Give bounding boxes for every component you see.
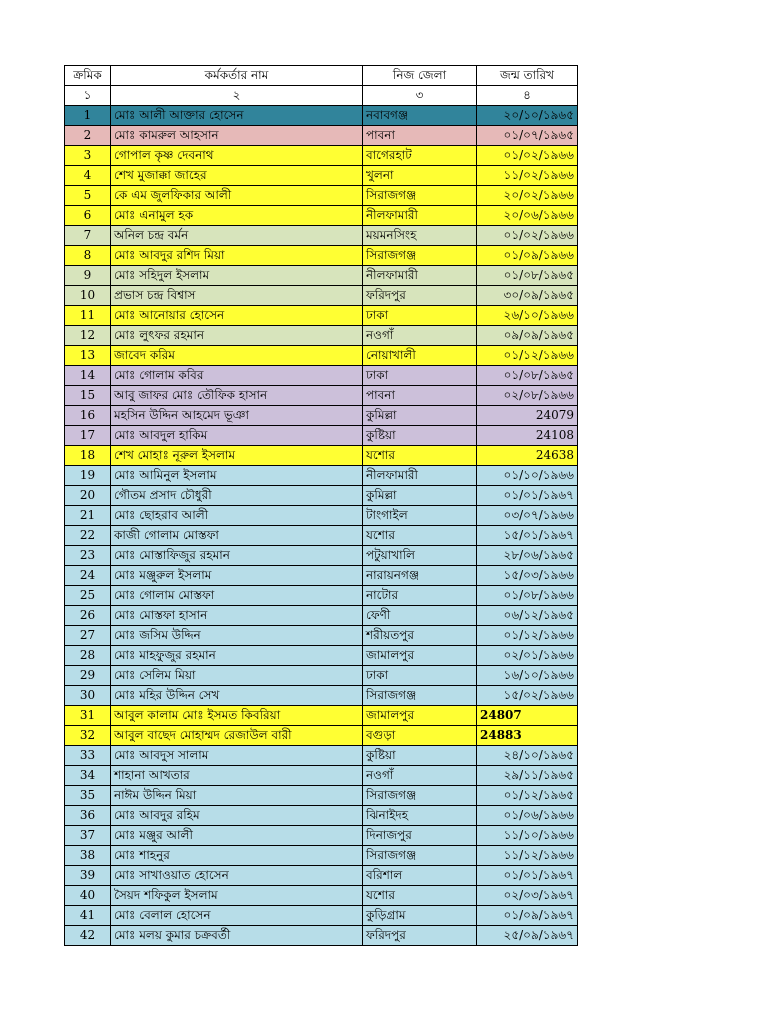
birth-date-cell[interactable]: ০৬/১২/১৯৬৫	[477, 606, 578, 626]
table-row	[65, 726, 578, 746]
table-row	[65, 746, 578, 766]
table-row	[65, 366, 578, 386]
serial-cell[interactable]: 16	[65, 406, 111, 426]
header-row	[65, 66, 578, 86]
serial-cell[interactable]: 40	[65, 886, 111, 906]
name-cell[interactable]: মোঃ মঞ্জুরুল ইসলাম	[111, 566, 363, 586]
district-cell[interactable]: ঝিনাইদহ	[363, 806, 477, 826]
district-cell[interactable]: যশোর	[363, 886, 477, 906]
district-cell[interactable]: পাবনা	[363, 126, 477, 146]
birth-date-cell[interactable]: ০১/০২/১৯৬৬	[477, 226, 578, 246]
table-row	[65, 166, 578, 186]
name-cell[interactable]: কে এম জুলফিকার আলী	[111, 186, 363, 206]
serial-cell[interactable]: 14	[65, 366, 111, 386]
district-cell[interactable]: জামালপুর	[363, 646, 477, 666]
header-officer-name[interactable]: কর্মকর্তার নাম	[111, 66, 363, 86]
birth-date-cell[interactable]: ১৬/১০/১৯৬৬	[477, 666, 578, 686]
birth-date-cell[interactable]: ০৯/০৯/১৯৬৫	[477, 326, 578, 346]
birth-date-cell[interactable]: ০১/০৯/১৯৬৭	[477, 906, 578, 926]
name-cell[interactable]: নাঈম উদ্দিন মিয়া	[111, 786, 363, 806]
district-cell[interactable]: কুড়িগ্রাম	[363, 906, 477, 926]
table-row	[65, 526, 578, 546]
name-cell[interactable]: শাহানা আখতার	[111, 766, 363, 786]
birth-date-cell[interactable]: ০১/০৮/১৯৬৬	[477, 586, 578, 606]
district-cell[interactable]: টাংগাইল	[363, 506, 477, 526]
district-cell[interactable]: নারায়নগঞ্জ	[363, 566, 477, 586]
district-cell[interactable]: যশোর	[363, 526, 477, 546]
header-number-row	[65, 86, 578, 106]
table-row	[65, 546, 578, 566]
serial-cell[interactable]: 10	[65, 286, 111, 306]
table-row	[65, 606, 578, 626]
table-row	[65, 926, 578, 946]
table-row	[65, 486, 578, 506]
name-cell[interactable]: মোঃ সেলিম মিয়া	[111, 666, 363, 686]
name-cell[interactable]: মোঃ মলয় কুমার চক্রবর্তী	[111, 926, 363, 946]
serial-cell[interactable]: 6	[65, 206, 111, 226]
name-cell[interactable]: মোঃ আবদুল হাকিম	[111, 426, 363, 446]
table-row	[65, 106, 578, 126]
birth-date-cell[interactable]: ০১/১২/১৯৬৫	[477, 786, 578, 806]
district-cell[interactable]: ফেণী	[363, 606, 477, 626]
name-cell[interactable]: অনিল চন্দ্র বর্মন	[111, 226, 363, 246]
table-row	[65, 306, 578, 326]
serial-cell[interactable]: 24	[65, 566, 111, 586]
serial-cell[interactable]: 21	[65, 506, 111, 526]
table-row	[65, 846, 578, 866]
name-cell[interactable]: আবুল বাছেদ মোহাম্মদ রেজাউল বারী	[111, 726, 363, 746]
birth-date-cell[interactable]: ১১/১২/১৯৬৬	[477, 846, 578, 866]
name-cell[interactable]: মোঃ মহির উদ্দিন সেখ	[111, 686, 363, 706]
table-row	[65, 126, 578, 146]
serial-cell[interactable]: 7	[65, 226, 111, 246]
name-cell[interactable]: মোঃ জসিম উদ্দিন	[111, 626, 363, 646]
name-cell[interactable]: মোঃ আবদুর রহিম	[111, 806, 363, 826]
district-cell[interactable]: কুমিল্লা	[363, 486, 477, 506]
name-cell[interactable]: মোঃ মঞ্জুর আলী	[111, 826, 363, 846]
name-cell[interactable]: মোঃ লুৎফর রহমান	[111, 326, 363, 346]
district-cell[interactable]: নীলফামারী	[363, 466, 477, 486]
birth-date-cell[interactable]: ২৫/০৯/১৯৬৭	[477, 926, 578, 946]
name-cell[interactable]: মোঃ মোস্তফা হাসান	[111, 606, 363, 626]
serial-cell[interactable]: 25	[65, 586, 111, 606]
header-number-2[interactable]: ২	[111, 86, 363, 106]
birth-date-cell[interactable]: ২৮/০৬/১৯৬৫	[477, 546, 578, 566]
header-birth-date[interactable]: জন্ম তারিখ	[477, 66, 578, 86]
name-cell[interactable]: মোঃ আবদুস সালাম	[111, 746, 363, 766]
birth-date-cell[interactable]: ০১/০৮/১৯৬৫	[477, 366, 578, 386]
table-row	[65, 886, 578, 906]
header-serial[interactable]: ক্রমিক	[65, 66, 111, 86]
name-cell[interactable]: মোঃ শাহনুর	[111, 846, 363, 866]
district-cell[interactable]: জামালপুর	[363, 706, 477, 726]
birth-date-cell[interactable]: ১৫/০১/১৯৬৭	[477, 526, 578, 546]
table-row	[65, 686, 578, 706]
serial-cell[interactable]: 8	[65, 246, 111, 266]
district-cell[interactable]: কুষ্টিয়া	[363, 746, 477, 766]
birth-date-cell[interactable]: 24807	[477, 706, 578, 726]
table-row	[65, 346, 578, 366]
birth-date-cell[interactable]: 24638	[477, 446, 578, 466]
officer-list-table	[64, 65, 578, 946]
table-row	[65, 506, 578, 526]
birth-date-cell[interactable]: ২৪/১০/১৯৬৫	[477, 746, 578, 766]
district-cell[interactable]: ময়মনসিংহ	[363, 226, 477, 246]
header-number-4[interactable]: ৪	[477, 86, 578, 106]
serial-cell[interactable]: 13	[65, 346, 111, 366]
serial-cell[interactable]: 20	[65, 486, 111, 506]
name-cell[interactable]: গৌতম প্রসাদ চৌধুরী	[111, 486, 363, 506]
district-cell[interactable]: সিরাজগঞ্জ	[363, 846, 477, 866]
district-cell[interactable]: পটুয়াখালি	[363, 546, 477, 566]
birth-date-cell[interactable]: ১৫/০২/১৯৬৬	[477, 686, 578, 706]
table-row	[65, 246, 578, 266]
serial-cell[interactable]: 15	[65, 386, 111, 406]
serial-cell[interactable]: 23	[65, 546, 111, 566]
header-number-3[interactable]: ৩	[363, 86, 477, 106]
birth-date-cell[interactable]: ০৩/০৭/১৯৬৬	[477, 506, 578, 526]
district-cell[interactable]: সিরাজগঞ্জ	[363, 786, 477, 806]
district-cell[interactable]: নীলফামারী	[363, 206, 477, 226]
header-number-1[interactable]: ১	[65, 86, 111, 106]
name-cell[interactable]: প্রভাস চন্দ্র বিশ্বাস	[111, 286, 363, 306]
district-cell[interactable]: নীলফামারী	[363, 266, 477, 286]
table-row	[65, 466, 578, 486]
table-row	[65, 766, 578, 786]
serial-cell[interactable]: 22	[65, 526, 111, 546]
name-cell[interactable]: জাবেদ করিম	[111, 346, 363, 366]
district-cell[interactable]: নওগাঁ	[363, 766, 477, 786]
header-home-district[interactable]: নিজ জেলা	[363, 66, 477, 86]
name-cell[interactable]: গোপাল কৃষ্ণ দেবনাথ	[111, 146, 363, 166]
birth-date-cell[interactable]: ০২/০৩/১৯৬৭	[477, 886, 578, 906]
birth-date-cell[interactable]: ২০/০৬/১৯৬৬	[477, 206, 578, 226]
birth-date-cell[interactable]: ০১/১২/১৯৬৬	[477, 346, 578, 366]
table-row	[65, 566, 578, 586]
table-row	[65, 666, 578, 686]
district-cell[interactable]: বগুড়া	[363, 726, 477, 746]
table-row	[65, 286, 578, 306]
serial-cell[interactable]: 41	[65, 906, 111, 926]
district-cell[interactable]: পাবনা	[363, 386, 477, 406]
birth-date-cell[interactable]: ৩০/০৯/১৯৬৫	[477, 286, 578, 306]
district-cell[interactable]: সিরাজগঞ্জ	[363, 186, 477, 206]
serial-cell[interactable]: 19	[65, 466, 111, 486]
birth-date-cell[interactable]: ২০/১০/১৯৬৫	[477, 106, 578, 126]
name-cell[interactable]: শেখ মোহাঃ নূরুল ইসলাম	[111, 446, 363, 466]
birth-date-cell[interactable]: ১১/১০/১৯৬৬	[477, 826, 578, 846]
district-cell[interactable]: নবাবগঞ্জ	[363, 106, 477, 126]
serial-cell[interactable]: 26	[65, 606, 111, 626]
district-cell[interactable]: কুষ্টিয়া	[363, 426, 477, 446]
district-cell[interactable]: ফরিদপুর	[363, 926, 477, 946]
district-cell[interactable]: ঢাকা	[363, 366, 477, 386]
name-cell[interactable]: মোঃ কামরুল আহসান	[111, 126, 363, 146]
table-row	[65, 326, 578, 346]
name-cell[interactable]: মোঃ ছোহরাব আলী	[111, 506, 363, 526]
table-row	[65, 786, 578, 806]
serial-cell[interactable]: 30	[65, 686, 111, 706]
district-cell[interactable]: বাগেরহাট	[363, 146, 477, 166]
serial-cell[interactable]: 31	[65, 706, 111, 726]
name-cell[interactable]: আবুল কালাম মোঃ ইসমত কিবরিয়া	[111, 706, 363, 726]
birth-date-cell[interactable]: 24079	[477, 406, 578, 426]
serial-cell[interactable]: 39	[65, 866, 111, 886]
serial-cell[interactable]: 28	[65, 646, 111, 666]
name-cell[interactable]: মোঃ সহিদুল ইসলাম	[111, 266, 363, 286]
birth-date-cell[interactable]: ১৫/০৩/১৯৬৬	[477, 566, 578, 586]
serial-cell[interactable]: 3	[65, 146, 111, 166]
serial-cell[interactable]: 33	[65, 746, 111, 766]
table-row	[65, 706, 578, 726]
table-row	[65, 586, 578, 606]
table-row	[65, 806, 578, 826]
name-cell[interactable]: মোঃ আনোয়ার হোসেন	[111, 306, 363, 326]
serial-cell[interactable]: 18	[65, 446, 111, 466]
name-cell[interactable]: সৈয়দ শফিকুল ইসলাম	[111, 886, 363, 906]
table-row	[65, 186, 578, 206]
table-row	[65, 146, 578, 166]
name-cell[interactable]: মোঃ গোলাম মোস্তফা	[111, 586, 363, 606]
district-cell[interactable]: সিরাজগঞ্জ	[363, 686, 477, 706]
serial-cell[interactable]: 5	[65, 186, 111, 206]
district-cell[interactable]: নোয়াখালী	[363, 346, 477, 366]
table-row	[65, 206, 578, 226]
serial-cell[interactable]: 1	[65, 106, 111, 126]
birth-date-cell[interactable]: ০১/১২/১৯৬৬	[477, 626, 578, 646]
name-cell[interactable]: মোঃ মোস্তাফিজুর রহমান	[111, 546, 363, 566]
table-row	[65, 626, 578, 646]
birth-date-cell[interactable]: 24108	[477, 426, 578, 446]
serial-cell[interactable]: 27	[65, 626, 111, 646]
name-cell[interactable]: মোঃ মাহফুজুর রহমান	[111, 646, 363, 666]
district-cell[interactable]: ফরিদপুর	[363, 286, 477, 306]
district-cell[interactable]: নওগাঁ	[363, 326, 477, 346]
table-row	[65, 386, 578, 406]
table-row	[65, 426, 578, 446]
birth-date-cell[interactable]: ০১/০৭/১৯৬৫	[477, 126, 578, 146]
birth-date-cell[interactable]: ০১/০৮/১৯৬৫	[477, 266, 578, 286]
birth-date-cell[interactable]: ০১/০৯/১৯৬৬	[477, 246, 578, 266]
table-row	[65, 646, 578, 666]
table-row	[65, 406, 578, 426]
serial-cell[interactable]: 12	[65, 326, 111, 346]
district-cell[interactable]: ঢাকা	[363, 306, 477, 326]
table-row	[65, 826, 578, 846]
district-cell[interactable]: দিনাজপুর	[363, 826, 477, 846]
name-cell[interactable]: মোঃ আমিনুল ইসলাম	[111, 466, 363, 486]
serial-cell[interactable]: 9	[65, 266, 111, 286]
serial-cell[interactable]: 32	[65, 726, 111, 746]
table-row	[65, 226, 578, 246]
name-cell[interactable]: আবু জাফর মোঃ তৌফিক হাসান	[111, 386, 363, 406]
name-cell[interactable]: মোঃ এনামুল হক	[111, 206, 363, 226]
name-cell[interactable]: মহসিন উদ্দিন আহমেদ ভূঞা	[111, 406, 363, 426]
table-row	[65, 906, 578, 926]
birth-date-cell[interactable]: ০১/০৬/১৯৬৬	[477, 806, 578, 826]
serial-cell[interactable]: 4	[65, 166, 111, 186]
birth-date-cell[interactable]: ০২/০৮/১৯৬৬	[477, 386, 578, 406]
name-cell[interactable]: মোঃ গোলাম কবির	[111, 366, 363, 386]
serial-cell[interactable]: 38	[65, 846, 111, 866]
birth-date-cell[interactable]: ০১/০১/১৯৬৭	[477, 486, 578, 506]
birth-date-cell[interactable]: ২০/০২/১৯৬৬	[477, 186, 578, 206]
name-cell[interactable]: মোঃ সাখাওয়াত হোসেন	[111, 866, 363, 886]
birth-date-cell[interactable]: ২৬/১০/১৯৬৬	[477, 306, 578, 326]
birth-date-cell[interactable]: ০১/০২/১৯৬৬	[477, 146, 578, 166]
district-cell[interactable]: খুলনা	[363, 166, 477, 186]
serial-cell[interactable]: 35	[65, 786, 111, 806]
birth-date-cell[interactable]: ০২/০১/১৯৬৬	[477, 646, 578, 666]
birth-date-cell[interactable]: 24883	[477, 726, 578, 746]
district-cell[interactable]: বরিশাল	[363, 866, 477, 886]
serial-cell[interactable]: 36	[65, 806, 111, 826]
birth-date-cell[interactable]: ২৯/১১/১৯৬৫	[477, 766, 578, 786]
table-body	[65, 66, 578, 946]
district-cell[interactable]: যশোর	[363, 446, 477, 466]
table-row	[65, 266, 578, 286]
serial-cell[interactable]: 37	[65, 826, 111, 846]
district-cell[interactable]: কুমিল্লা	[363, 406, 477, 426]
district-cell[interactable]: ঢাকা	[363, 666, 477, 686]
serial-cell[interactable]: 17	[65, 426, 111, 446]
district-cell[interactable]: সিরাজগঞ্জ	[363, 246, 477, 266]
birth-date-cell[interactable]: ১১/০২/১৯৬৬	[477, 166, 578, 186]
district-cell[interactable]: নাটোর	[363, 586, 477, 606]
name-cell[interactable]: মোঃ আলী আক্তার হোসেন	[111, 106, 363, 126]
serial-cell[interactable]: 42	[65, 926, 111, 946]
name-cell[interactable]: শেখ মুজাক্কা জাহের	[111, 166, 363, 186]
name-cell[interactable]: মোঃ আবদুর রশিদ মিয়া	[111, 246, 363, 266]
serial-cell[interactable]: 11	[65, 306, 111, 326]
serial-cell[interactable]: 29	[65, 666, 111, 686]
name-cell[interactable]: মোঃ বেলাল হোসেন	[111, 906, 363, 926]
table-row	[65, 866, 578, 886]
birth-date-cell[interactable]: ০১/১০/১৯৬৬	[477, 466, 578, 486]
name-cell[interactable]: কাজী গোলাম মোস্তফা	[111, 526, 363, 546]
serial-cell[interactable]: 34	[65, 766, 111, 786]
district-cell[interactable]: শরীয়তপুর	[363, 626, 477, 646]
table-row	[65, 446, 578, 466]
serial-cell[interactable]: 2	[65, 126, 111, 146]
birth-date-cell[interactable]: ০১/০১/১৯৬৭	[477, 866, 578, 886]
